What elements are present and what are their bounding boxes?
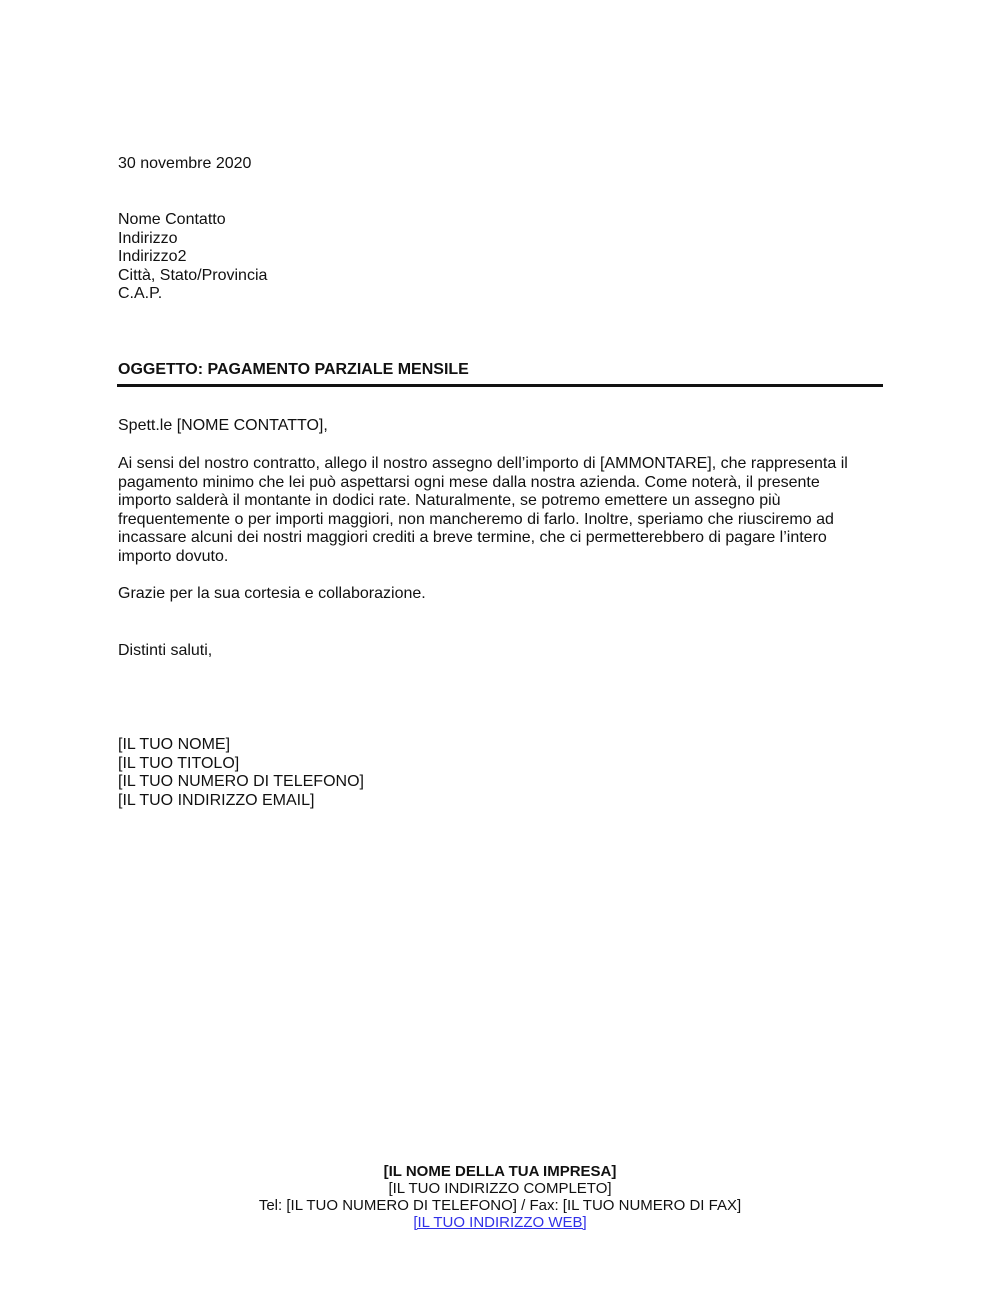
letterhead-footer (0, 1163, 1000, 1231)
letter-closing: Distinti saluti, (118, 642, 213, 659)
letter-subject: OGGETTO: PAGAMENTO PARZIALE MENSILE (118, 361, 469, 378)
letter-thanks: Grazie per la sua cortesia e collaborazione. (118, 585, 426, 602)
letter-date: 30 novembre 2020 (118, 155, 252, 172)
signature-block (118, 736, 364, 810)
body-line: importo salderà il montante in dodici rate. Naturalmente, se potremo emettere un assegno più (118, 492, 781, 509)
signature-phone: [IL TUO NUMERO DI TELEFONO] (118, 773, 364, 790)
body-line: importo dovuto. (118, 547, 229, 565)
signature-title: [IL TUO TITOLO] (118, 754, 240, 772)
recipient-city-state: Città, Stato/Provincia (118, 266, 268, 284)
recipient-address-line-1: Indirizzo (118, 229, 178, 247)
subject-divider (117, 384, 883, 387)
footer-address: [IL TUO INDIRIZZO COMPLETO] (388, 1180, 612, 1197)
body-line: frequentemente o per importi maggiori, non mancheremo di farlo. Inoltre, speriamo che riusciremo ad (118, 510, 834, 528)
signature-email: [IL TUO INDIRIZZO EMAIL] (118, 791, 315, 809)
signature-name: [IL TUO NOME] (118, 736, 231, 753)
footer-contact: Tel: [IL TUO NUMERO DI TELEFONO] / Fax: [IL TUO NUMERO DI FAX] (258, 1197, 742, 1214)
letter-salutation: Spett.le [NOME CONTATTO], (118, 417, 328, 434)
footer-website-link[interactable]: [IL TUO INDIRIZZO WEB] (413, 1214, 587, 1231)
footer-company-name: [IL NOME DELLA TUA IMPRESA] (383, 1163, 617, 1180)
body-line: Ai sensi del nostro contratto, allego il nostro assegno dell’importo di [AMMONTARE], che rappresenta il (118, 455, 848, 472)
recipient-address-block (118, 211, 267, 304)
recipient-postal-code: C.A.P. (118, 285, 163, 302)
body-line: pagamento minimo che lei può aspettarsi ogni mese dalla nostra azienda. Come noterà, il presente (118, 473, 820, 491)
recipient-address-line-2: Indirizzo2 (118, 248, 187, 265)
body-line: incassare alcuni dei nostri maggiori crediti a breve termine, che ci permetterebbero di pagare l’intero (118, 529, 827, 546)
letter-body-paragraph (118, 455, 848, 566)
recipient-name: Nome Contatto (118, 211, 226, 228)
